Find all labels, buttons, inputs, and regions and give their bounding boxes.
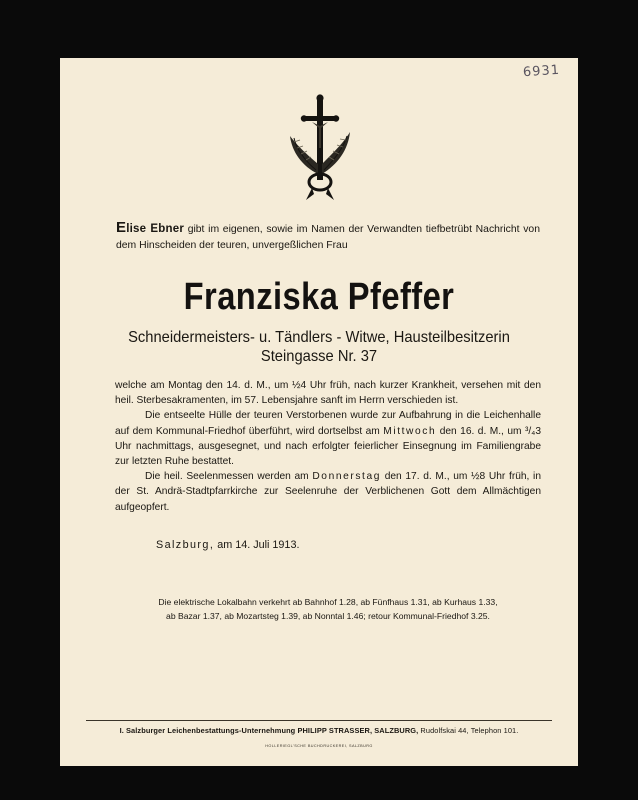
date: am 14. Juli 1913. (214, 539, 300, 551)
funeral-weekday: Mittwoch (383, 425, 437, 437)
place-and-date (156, 539, 299, 551)
body-paragraph-2 (115, 408, 541, 469)
deceased-name: Franziska Pfeffer (183, 276, 455, 318)
body-paragraph-3 (115, 469, 541, 515)
printer-imprint: HOLLERIEGL'SCHE BUCHDRUCKEREI, SALZBURG (265, 744, 373, 748)
archive-number: 6931 (522, 62, 561, 81)
tram-schedule-line-2: ab Bazar 1.37, ab Mozartsteg 1.39, ab Nonntal 1.46; retour Kommunal-Friedhof 3.25. (166, 610, 490, 621)
body-paragraph-1: welche am Montag den 14. d. M., um ½4 Uhr früh, nach kurzer Krankheit, versehen mit den heil. Sterbesakramenten, im 57. Lebensjahre sanft im Herrn verschieden ist. (115, 380, 541, 407)
tram-schedule-line-1: Die elektrische Lokalbahn verkehrt ab Bahnhof 1.28, ab Fünfhaus 1.31, ab Kurhaus 1.33, (158, 597, 498, 607)
body-paragraph-2-part-a: Die entseelte Hülle der teuren Verstorbenen wurde zur Aufbahrung in die Leichenhalle auf dem Kommunal-Friedhof überführt, wird dortselbst am (115, 410, 541, 437)
intro-text: gibt im eigenen, sowie im Namen der Verwandten tiefbetrübt Nachricht von dem Hinscheiden der teuren, unvergeßlichen Frau (116, 224, 540, 251)
undertaker-footer (60, 726, 578, 735)
death-notice-sheet (60, 58, 578, 766)
body-paragraph-3-part-a: Die heil. Seelenmessen werden am (145, 471, 309, 483)
undertaker-company: I. Salzburger Leichenbestattungs-Unternehmung PHILIPP STRASSER, SALZBURG, (119, 726, 419, 735)
undertaker-address: Rudolfskai 44, Telephon 101. (418, 726, 519, 735)
sender-name-rest: lise Ebner (126, 223, 184, 235)
place: Salzburg, (156, 539, 215, 551)
notice-body (115, 378, 541, 515)
sender-initial: E (116, 219, 127, 236)
body-paragraph-2-part-b: den 16. d. M., um ³/₄3 Uhr nachmittags, ausgesegnet, und nach erfolgter feierlicher Einsegnung im Familiengrabe zur letzten Ruhe bestattet. (115, 425, 541, 468)
body-paragraph-3-part-b: den 17. d. M., um ½8 Uhr früh, in der St. Andrä-Stadtpfarrkirche zur Seelenruhe der Verblichenen Gott dem Allmächtigen aufgeopfert. (115, 471, 541, 513)
mass-weekday: Donnerstag (312, 471, 382, 483)
deceased-title-line-2: Steingasse Nr. 37 (260, 348, 378, 365)
footer-divider (86, 720, 552, 721)
sender-name (116, 219, 184, 236)
deceased-title-line-1: Schneidermeisters- u. Tändlers - Witwe, Hausteilbesitzerin (128, 329, 510, 346)
deceased-title (81, 328, 558, 366)
tram-schedule (130, 596, 526, 623)
intro-paragraph (116, 220, 540, 254)
cross-with-palm-fronds-icon (288, 92, 352, 202)
